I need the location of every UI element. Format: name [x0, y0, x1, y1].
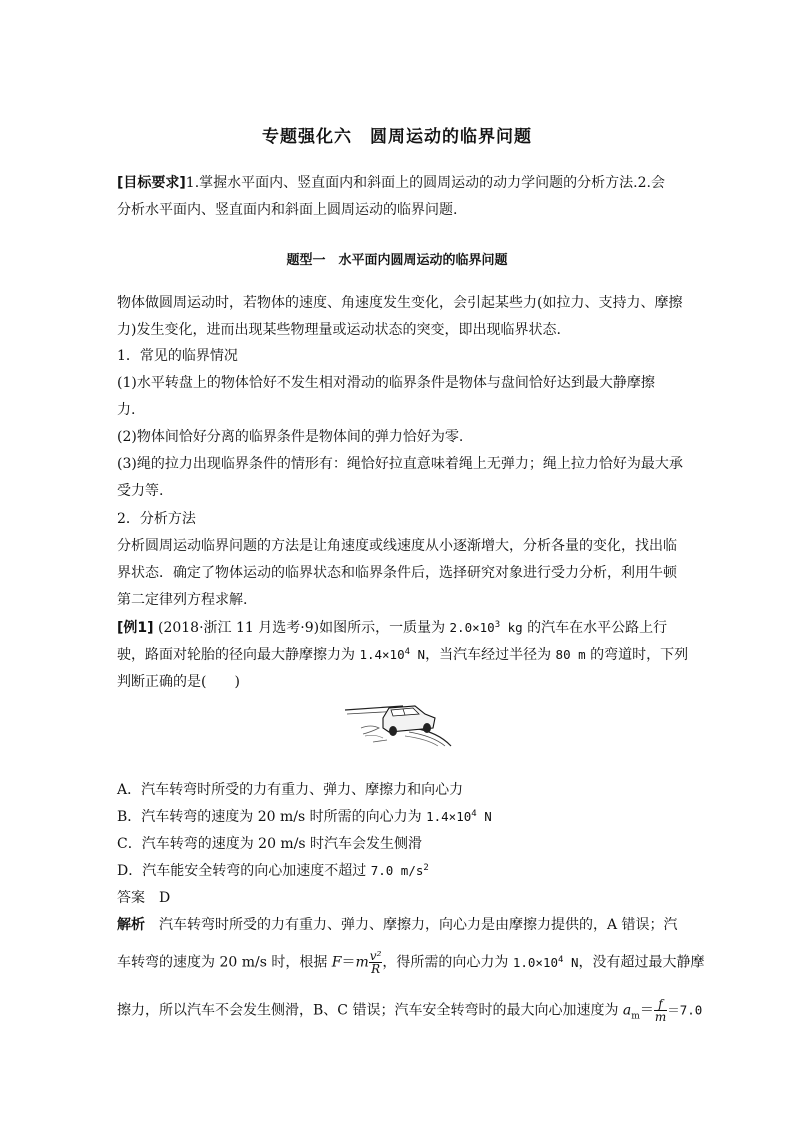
option-b-text: B．汽车转弯的速度为 20 m/s 时所需的向心力为	[117, 809, 427, 825]
example-text: 驶，路面对轮胎的径向最大静摩擦力为	[117, 647, 360, 663]
accel-eq: ＝	[639, 1002, 654, 1019]
analysis-text: 汽车转弯时所受的力有重力、弹力、摩擦力，向心力是由摩擦力提供的，A 错误；汽	[145, 917, 678, 933]
page-title: 专题强化六 圆周运动的临界问题	[262, 127, 532, 147]
heading-method: 2．分析方法	[117, 511, 196, 527]
force-unit: N	[563, 954, 579, 970]
force-value	[513, 955, 579, 970]
formula-f: F	[331, 954, 342, 971]
force-base: 1.0×10	[512, 954, 558, 970]
analysis-text: ，得所需的向心力为	[382, 954, 513, 971]
accel-value: ＝7.0	[667, 1002, 703, 1018]
option-b-base: 1.4×10	[426, 809, 472, 824]
analysis-line-3	[117, 997, 703, 1024]
accel-numerator: f	[654, 998, 667, 1011]
intro-line-1: 物体做圆周运动时，若物体的速度、角速度发生变化，会引起某些力(如拉力、支持力、摩擦	[117, 295, 683, 311]
formula-eq: ＝	[341, 954, 356, 971]
example-text: 的弯道时，下列	[585, 647, 689, 663]
option-b-exp: 4	[471, 809, 477, 819]
car-turning-illustration	[343, 698, 453, 748]
analysis-label: 解析	[117, 917, 145, 933]
option-d-exp: 2	[423, 863, 429, 873]
formula-m: m	[355, 954, 369, 971]
goal-line-2: 分析水平面内、竖直面内和斜面上圆周运动的临界问题.	[117, 202, 458, 218]
option-c: C．汽车转弯的速度为 20 m/s 时汽车会发生侧滑	[117, 836, 423, 852]
option-b-value	[426, 809, 492, 824]
option-a: A．汽车转弯时所受的力有重力、弹力、摩擦力和向心力	[117, 782, 464, 798]
fmax-exp: 4	[404, 647, 411, 657]
accel-denominator: m	[654, 1010, 667, 1024]
example-line-1	[117, 618, 687, 638]
force-exp: 4	[558, 954, 564, 965]
accel-subscript: m	[631, 1011, 640, 1022]
section-title: 题型一 水平面内圆周运动的临界问题	[286, 253, 508, 268]
accel-symbol: a	[622, 1002, 632, 1019]
option-b	[117, 807, 687, 827]
case-1-line-2: 力.	[117, 402, 136, 418]
fmax-value	[359, 647, 425, 662]
example-text: 的汽车在水平公路上行	[522, 620, 668, 636]
goal-line-1	[117, 173, 687, 193]
example-text: ，当汽车经过半径为	[425, 647, 556, 663]
analysis-text: 擦力，所以汽车不会发生侧滑，B、C 错误；汽车安全转弯时的最大向心加速度为	[117, 1002, 623, 1019]
case-3-line-2: 受力等.	[117, 483, 164, 499]
method-line-2: 界状态．确定了物体运动的临界状态和临界条件后，选择研究对象进行受力分析，利用牛顿	[117, 565, 677, 581]
analysis-line-1	[117, 915, 687, 935]
accel-fraction	[654, 998, 667, 1023]
example-line-2	[117, 645, 687, 665]
option-d-text: D．汽车能安全转弯的向心加速度不超过	[117, 863, 371, 879]
analysis-line-2	[117, 949, 705, 976]
case-2: (2)物体间恰好分离的临界条件是物体间的弹力恰好为零.	[117, 429, 464, 445]
formula-numerator: v²	[369, 949, 382, 963]
formula-denominator: R	[371, 962, 381, 976]
mass-exp: 3	[494, 620, 501, 630]
case-1-line-1: (1)水平转盘上的物体恰好不发生相对滑动的临界条件是物体与盘间恰好达到最大静摩擦	[117, 375, 655, 391]
mass-unit: kg	[500, 620, 523, 635]
answer: 答案 D	[117, 890, 171, 906]
example-text: 如图所示，一质量为	[319, 620, 450, 636]
option-d-num: 7.0 m/s	[370, 863, 424, 878]
goal-text-1: 1.掌握水平面内、竖直面内和斜面上的圆周运动的动力学问题的分析方法.2.会	[185, 175, 665, 191]
goal-tag: [目标要求]	[117, 175, 186, 191]
fmax-base: 1.4×10	[359, 647, 405, 662]
example-line-3: 判断正确的是( )	[117, 674, 240, 690]
mass-value	[450, 620, 523, 635]
fmax-unit: N	[410, 647, 426, 662]
option-b-unit: N	[476, 809, 492, 824]
analysis-text: 车转弯的速度为 20 m/s 时，根据	[117, 954, 332, 971]
example-source: (2018·浙江 11 月选考·9)	[158, 620, 320, 636]
case-3-line-1: (3)绳的拉力出现临界条件的情形有：绳恰好拉直意味着绳上无弹力；绳上拉力恰好为最大承	[117, 456, 683, 472]
option-d-value	[371, 863, 429, 878]
analysis-text: ，没有超过最大静摩	[578, 954, 705, 971]
heading-critical-cases: 1．常见的临界情况	[117, 348, 238, 364]
method-line-3: 第二定律列方程求解.	[117, 592, 248, 608]
method-line-1: 分析圆周运动临界问题的方法是让角速度或线速度从小逐渐增大，分析各量的变化，找出临	[117, 538, 677, 554]
mass-base: 2.0×10	[449, 620, 495, 635]
radius-value: 80 m	[555, 647, 586, 662]
option-d	[117, 861, 687, 881]
formula-fraction	[369, 950, 383, 975]
example-tag: [例1]	[117, 620, 154, 636]
intro-line-2: 力)发生变化，进而出现某些物理量或运动状态的突变，即出现临界状态.	[117, 322, 561, 338]
